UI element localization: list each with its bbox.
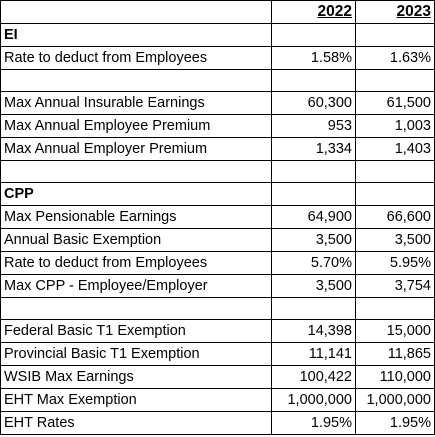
table-row bbox=[1, 115, 435, 138]
value-2022[interactable]: 11,141 bbox=[272, 343, 356, 366]
table-row bbox=[1, 366, 435, 389]
table-row bbox=[1, 252, 435, 275]
value-2022[interactable]: 100,422 bbox=[272, 366, 356, 389]
row-label[interactable]: Rate to deduct from Employees bbox=[1, 47, 272, 70]
value-2022[interactable]: 64,900 bbox=[272, 206, 356, 229]
table-row bbox=[1, 92, 435, 115]
row-label[interactable]: Max Pensionable Earnings bbox=[1, 206, 272, 229]
table-row bbox=[1, 229, 435, 252]
blank-cell-label[interactable] bbox=[1, 161, 272, 183]
row-label[interactable]: Max CPP - Employee/Employer bbox=[1, 275, 272, 298]
value-2022[interactable]: 3,500 bbox=[272, 275, 356, 298]
value-2022[interactable]: 1.58% bbox=[272, 47, 356, 70]
header-label-cell[interactable] bbox=[1, 1, 272, 24]
value-2023[interactable]: 110,000 bbox=[356, 366, 435, 389]
section-heading[interactable]: CPP bbox=[1, 183, 272, 206]
row-label[interactable]: Max Annual Insurable Earnings bbox=[1, 92, 272, 115]
blank-cell-2023[interactable] bbox=[356, 70, 435, 92]
value-2023[interactable]: 3,500 bbox=[356, 229, 435, 252]
section-row bbox=[1, 183, 435, 206]
value-2023[interactable]: 61,500 bbox=[356, 92, 435, 115]
blank-cell-2023[interactable] bbox=[356, 161, 435, 183]
section-cell-2022[interactable] bbox=[272, 24, 356, 47]
value-2023[interactable]: 15,000 bbox=[356, 320, 435, 343]
section-cell-2023[interactable] bbox=[356, 183, 435, 206]
year-2022-header[interactable]: 2022 bbox=[272, 1, 356, 24]
blank-row bbox=[1, 70, 435, 92]
year-2023-header[interactable]: 2023 bbox=[356, 1, 435, 24]
table-row bbox=[1, 47, 435, 70]
table-row bbox=[1, 412, 435, 435]
row-label[interactable]: Max Annual Employee Premium bbox=[1, 115, 272, 138]
table-row bbox=[1, 206, 435, 229]
section-heading[interactable]: EI bbox=[1, 24, 272, 47]
row-label[interactable]: EHT Max Exemption bbox=[1, 389, 272, 412]
value-2023[interactable]: 3,754 bbox=[356, 275, 435, 298]
value-2022[interactable]: 3,500 bbox=[272, 229, 356, 252]
table-row bbox=[1, 343, 435, 366]
blank-cell-2023[interactable] bbox=[356, 298, 435, 320]
value-2023[interactable]: 66,600 bbox=[356, 206, 435, 229]
row-label[interactable]: Max Annual Employer Premium bbox=[1, 138, 272, 161]
value-2023[interactable]: 1,403 bbox=[356, 138, 435, 161]
blank-cell-2022[interactable] bbox=[272, 298, 356, 320]
blank-cell-label[interactable] bbox=[1, 70, 272, 92]
row-label[interactable]: WSIB Max Earnings bbox=[1, 366, 272, 389]
header-row bbox=[1, 1, 435, 24]
rates-table-body bbox=[1, 1, 435, 435]
section-cell-2022[interactable] bbox=[272, 183, 356, 206]
row-label[interactable]: EHT Rates bbox=[1, 412, 272, 435]
value-2023[interactable]: 1,000,000 bbox=[356, 389, 435, 412]
blank-cell-label[interactable] bbox=[1, 298, 272, 320]
value-2023[interactable]: 1.63% bbox=[356, 47, 435, 70]
row-label[interactable]: Federal Basic T1 Exemption bbox=[1, 320, 272, 343]
value-2023[interactable]: 11,865 bbox=[356, 343, 435, 366]
section-row bbox=[1, 24, 435, 47]
value-2022[interactable]: 14,398 bbox=[272, 320, 356, 343]
value-2023[interactable]: 5.95% bbox=[356, 252, 435, 275]
value-2022[interactable]: 60,300 bbox=[272, 92, 356, 115]
blank-cell-2022[interactable] bbox=[272, 70, 356, 92]
value-2023[interactable]: 1,003 bbox=[356, 115, 435, 138]
blank-row bbox=[1, 161, 435, 183]
blank-cell-2022[interactable] bbox=[272, 161, 356, 183]
value-2022[interactable]: 1,334 bbox=[272, 138, 356, 161]
table-row bbox=[1, 275, 435, 298]
value-2022[interactable]: 1.95% bbox=[272, 412, 356, 435]
row-label[interactable]: Rate to deduct from Employees bbox=[1, 252, 272, 275]
row-label[interactable]: Provincial Basic T1 Exemption bbox=[1, 343, 272, 366]
row-label[interactable]: Annual Basic Exemption bbox=[1, 229, 272, 252]
table-row bbox=[1, 320, 435, 343]
blank-row bbox=[1, 298, 435, 320]
value-2023[interactable]: 1.95% bbox=[356, 412, 435, 435]
value-2022[interactable]: 5.70% bbox=[272, 252, 356, 275]
value-2022[interactable]: 953 bbox=[272, 115, 356, 138]
section-cell-2023[interactable] bbox=[356, 24, 435, 47]
table-row bbox=[1, 138, 435, 161]
value-2022[interactable]: 1,000,000 bbox=[272, 389, 356, 412]
table-row bbox=[1, 389, 435, 412]
